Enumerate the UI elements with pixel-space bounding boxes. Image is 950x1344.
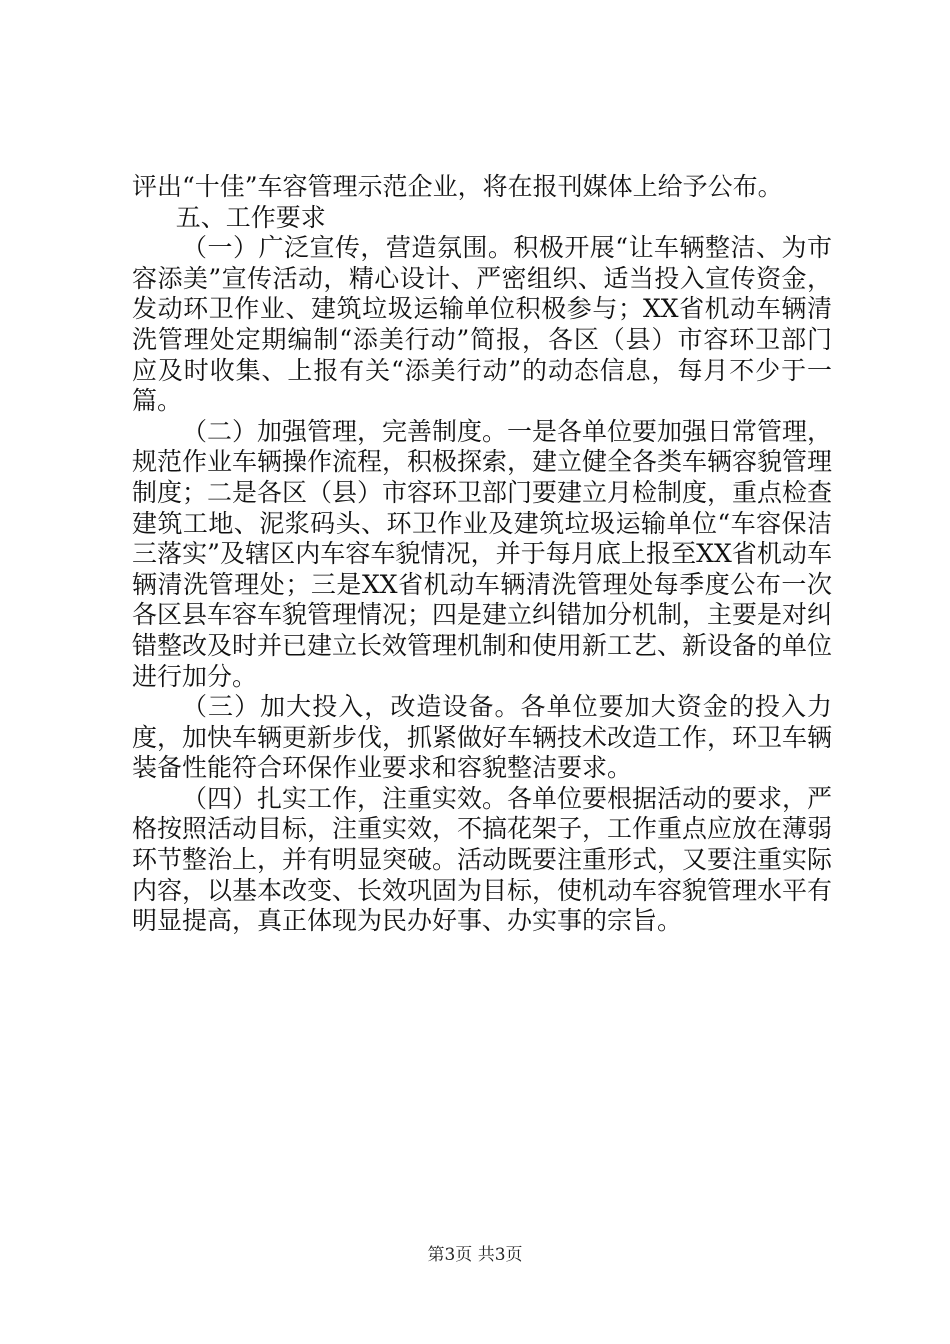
section-heading: 五、工作要求	[175, 202, 326, 232]
paragraph-investment: （三）加大投入，改造设备。各单位要加大资金的投入力度，加快车辆更新步伐，抓紧做好车辆技术改造工作，环卫车辆装备性能符合环保作业要求和容貌整洁要求。	[132, 692, 833, 783]
paragraph-effectiveness: （四）扎实工作，注重实效。各单位要根据活动的要求，严格按照活动目标，注重实效，不搞花架子，工作重点应放在薄弱环节整治上，并有明显突破。活动既要注重形式，又要注重实际内容，以基本改变、长效巩固为目标，使机动车容貌管理水平有明显提高，真正体现为民办好事、办实事的宗旨。	[132, 783, 833, 936]
paragraph-publicity: （一）广泛宣传，营造氛围。积极开展“让车辆整洁、为市容添美”宣传活动，精心设计、严密组织、适当投入宣传资金，发动环卫作业、建筑垃圾运输单位积极参与；XX省机动车辆清洗管理处定期编制“添美行动”简报，各区（县）市容环卫部门应及时收集、上报有关“添美行动”的动态信息，每月不少于一篇。	[132, 233, 832, 416]
document-body	[132, 172, 832, 937]
paragraph-management: （二）加强管理，完善制度。一是各单位要加强日常管理，规范作业车辆操作流程，积极探索，建立健全各类车辆容貌管理制度；二是各区（县）市容环卫部门要建立月检制度，重点检查建筑工地、泥浆码头、环卫作业及建筑垃圾运输单位“车容保洁三落实”及辖区内车容车貌情况，并于每月底上报至XX省机动车辆清洗管理处；三是XX省机动车辆清洗管理处每季度公布一次各区县车容车貌管理情况；四是建立纠错加分机制，主要是对纠错整改及时并已建立长效管理机制和使用新工艺、新设备的单位进行加分。	[132, 416, 833, 691]
page-number-footer: 第3页 共3页	[427, 1245, 523, 1265]
paragraph-continuation: 评出“十佳”车容管理示范企业，将在报刊媒体上给予公布。	[132, 172, 783, 201]
